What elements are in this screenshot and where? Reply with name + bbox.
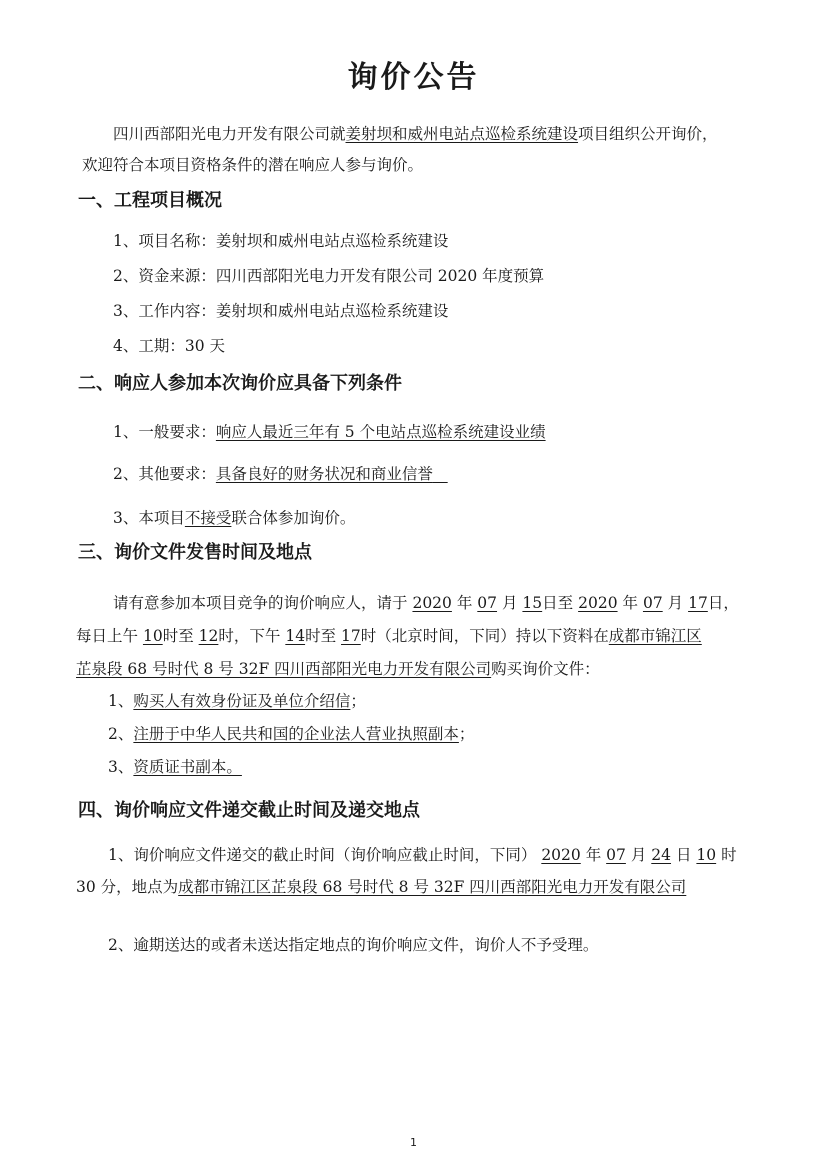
section2-item3-post: 联合体参加询价。	[231, 509, 356, 527]
start-year: 2020	[412, 594, 452, 612]
section2-heading: 二、响应人参加本次询价应具备下列条件	[78, 373, 402, 394]
underline-padding	[433, 465, 448, 483]
section3-heading: 三、询价文件发售时间及地点	[78, 542, 312, 563]
deadline-month: 07	[606, 846, 626, 864]
section1-item: 2、资金来源：四川西部阳光电力开发有限公司 2020 年度预算	[113, 267, 545, 285]
text: 时	[721, 846, 737, 864]
section3-para-line-1	[113, 593, 739, 613]
item-number: 3、	[108, 758, 134, 776]
intro-line-2: 欢迎符合本项目资格条件的潜在响应人参与询价。	[82, 156, 424, 174]
text: 请有意参加本项目竞争的询价响应人，请于	[113, 594, 408, 612]
text: 时至	[162, 627, 194, 645]
section4-line-1	[108, 845, 737, 865]
intro-company: 四川西部阳光电力开发有限公司就	[113, 125, 346, 143]
submission-address: 成都市锦江区芷泉段 68 号时代 8 号 32F 四川西部阳光电力开发有限公司	[178, 878, 687, 896]
text: 月	[630, 846, 647, 864]
text: 时至	[305, 627, 337, 645]
text: 日	[675, 846, 692, 864]
end-day: 17	[688, 594, 708, 612]
item-number: 2、	[108, 725, 134, 743]
section4-line-2	[76, 877, 686, 897]
page-title: 询价公告	[347, 60, 480, 95]
item-number: 1、	[108, 692, 134, 710]
section2-item1-value: 响应人最近三年有 5 个电站点巡检系统建设业绩	[215, 423, 546, 441]
text: 时，下午	[218, 627, 281, 645]
intro-line-1	[113, 124, 718, 144]
start-month: 07	[477, 594, 498, 612]
section4-heading: 四、询价响应文件递交截止时间及递交地点	[78, 800, 420, 821]
text: 每日上午	[76, 627, 139, 645]
item-end: ；	[350, 692, 366, 710]
text: 年	[456, 594, 473, 612]
end-year: 2020	[578, 594, 618, 612]
text: 日，	[707, 594, 739, 612]
text: 月	[667, 594, 684, 612]
afternoon-end-hour: 17	[341, 627, 361, 645]
section2-item2-label: 2、其他要求：	[113, 465, 216, 483]
morning-start-hour: 10	[142, 627, 163, 645]
section2-item-1	[113, 422, 546, 442]
afternoon-start-hour: 14	[285, 627, 306, 645]
text: 1、询价响应文件递交的截止时间（询价响应截止时间，下同）	[108, 846, 537, 864]
text: 年	[585, 846, 602, 864]
section3-item	[108, 724, 474, 744]
section2-item3-mid: 不接受	[184, 509, 232, 527]
section2-item2-value: 具备良好的财务状况和商业信誉	[215, 465, 433, 483]
section3-item	[108, 757, 242, 777]
section2-item-3	[113, 508, 355, 528]
item-end: ；	[458, 725, 475, 743]
morning-end-hour: 12	[198, 627, 219, 645]
start-day: 15	[522, 594, 543, 612]
deadline-hour: 10	[696, 846, 717, 864]
page-number: 1	[410, 1136, 417, 1149]
text: 购买询价文件：	[491, 660, 600, 678]
text: 月	[501, 594, 518, 612]
section3-item	[108, 691, 366, 711]
sale-address-part-2: 芷泉段 68 号时代 8 号 32F 四川西部阳光电力开发有限公司	[76, 660, 492, 678]
text: 30 分，地点为	[76, 878, 179, 896]
section3-para-line-2	[76, 626, 702, 646]
item-text: 资质证书副本。	[133, 758, 242, 776]
intro-project-name: 姜射坝和威州电站点巡检系统建设	[345, 125, 579, 143]
section1-item: 1、项目名称：姜射坝和威州电站点巡检系统建设	[113, 232, 449, 250]
section1-item: 4、工期：30 天	[113, 337, 226, 355]
section1-heading: 一、工程项目概况	[78, 190, 222, 211]
end-month: 07	[642, 594, 663, 612]
deadline-year: 2020	[541, 846, 581, 864]
deadline-day: 24	[651, 846, 672, 864]
section2-item-2	[113, 464, 448, 484]
text: 日至	[542, 594, 574, 612]
item-text: 购买人有效身份证及单位介绍信	[133, 692, 351, 710]
text: 年	[622, 594, 639, 612]
section2-item3-pre: 3、本项目	[113, 509, 185, 527]
intro-rest: 项目组织公开询价，	[578, 125, 718, 143]
section1-item: 3、工作内容：姜射坝和威州电站点巡检系统建设	[113, 302, 449, 320]
item-text: 注册于中华人民共和国的企业法人营业执照副本	[133, 725, 459, 743]
section4-item-2: 2、逾期送达的或者未送达指定地点的询价响应文件，询价人不予受理。	[108, 936, 599, 954]
section3-para-line-3	[76, 659, 600, 679]
section2-item1-label: 1、一般要求：	[113, 423, 216, 441]
sale-address-part-1: 成都市锦江区	[608, 627, 702, 645]
text: 时（北京时间，下同）持以下资料在	[360, 627, 609, 645]
